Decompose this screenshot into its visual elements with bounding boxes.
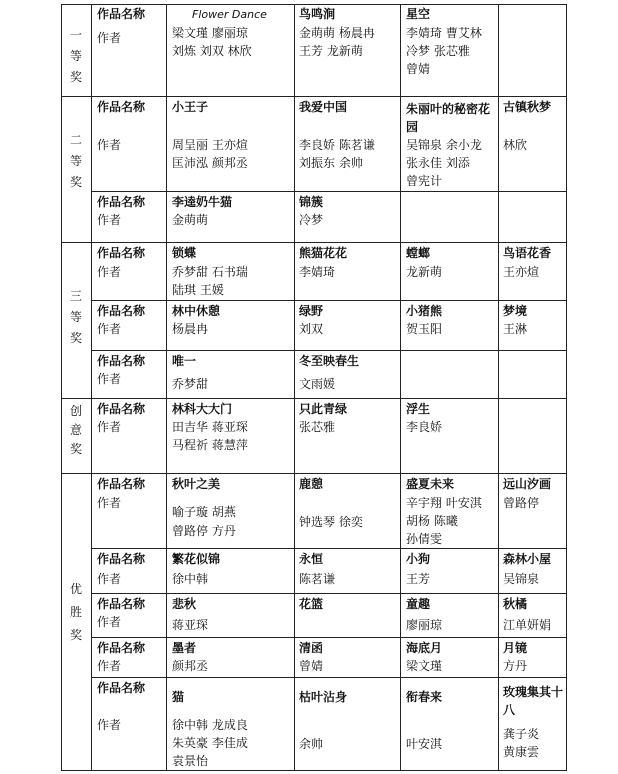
entry-author: 贺玉阳 [406, 322, 443, 336]
entry-title: 鹿憩 [299, 477, 324, 491]
grid-line [61, 4, 567, 5]
author-label: 作者 [97, 659, 122, 673]
entry-title: 月镜 [503, 641, 528, 655]
entry-author: 袁景怡 [172, 754, 209, 768]
grid-line [294, 4, 295, 771]
author-label: 作者 [97, 265, 122, 279]
author-label: 作者 [97, 213, 122, 227]
entry-title: 绿野 [299, 304, 324, 318]
author-label: 作者 [97, 496, 122, 510]
award-char: 等 [69, 49, 82, 63]
entry-author: 乔梦甜 石书瑞 [172, 265, 248, 279]
award-char: 三 [69, 289, 82, 303]
entry-author: 曾宪计 [406, 174, 443, 188]
title-label: 作品名称 [97, 402, 146, 416]
entry-author: 黄康雲 [503, 745, 540, 759]
grid-line [91, 300, 567, 301]
entry-author: 龚子炎 [503, 727, 540, 741]
entry-author: 孙倩雯 [406, 532, 443, 546]
entry-author: 张永佳 刘添 [406, 156, 470, 170]
entry-author: 金萌萌 杨晨冉 [299, 26, 375, 40]
entry-author: 龙新萌 [406, 265, 443, 279]
entry-author: 吴锦泉 余小龙 [406, 138, 482, 152]
entry-author: 王芳 龙新萌 [299, 44, 363, 58]
award-char: 创 [69, 404, 82, 418]
entry-author: 方丹 [503, 659, 528, 673]
grid-line [91, 677, 567, 678]
entry-title: 秋叶之美 [172, 477, 221, 491]
entry-title: 童趣 [406, 597, 431, 611]
entry-author: 李婧琦 曹艾林 [406, 26, 482, 40]
entry-author: 李婧琦 [299, 265, 336, 279]
entry-title: 鸟语花香 [503, 246, 552, 260]
title-label: 作品名称 [97, 477, 146, 491]
entry-author: 颜邦丞 [172, 659, 209, 673]
entry-author: 周呈丽 王亦煊 [172, 138, 248, 152]
entry-author: 余帅 [299, 737, 324, 751]
entry-author: 廖丽琼 [406, 618, 443, 632]
entry-title: 朱丽叶的秘密花园 [406, 102, 491, 134]
entry-author: 乔梦甜 [172, 377, 209, 391]
title-label: 作品名称 [97, 354, 146, 368]
entry-title: 熊猫花花 [299, 246, 348, 260]
author-label: 作者 [97, 31, 122, 45]
entry-author: 刘振东 余帅 [299, 156, 363, 170]
entry-title: 螳螂 [406, 246, 431, 260]
grid-line [91, 4, 92, 771]
entry-title: 盛夏未来 [406, 477, 455, 491]
entry-author: 冷梦 [299, 213, 324, 227]
author-label: 作者 [97, 615, 122, 629]
title-label: 作品名称 [97, 681, 146, 695]
entry-author: 林欣 [503, 138, 528, 152]
entry-author: 张芯雅 [299, 420, 336, 434]
entry-author: 梁文瑾 [406, 659, 443, 673]
entry-title: 冬至映春生 [299, 354, 360, 368]
title-label: 作品名称 [97, 7, 146, 21]
entry-title: 李逵奶牛猫 [172, 195, 233, 209]
entry-author: 冷梦 张芯雅 [406, 44, 470, 58]
entry-title: 浮生 [406, 402, 431, 416]
author-label: 作者 [97, 572, 122, 586]
entry-author: 陈茗谦 [299, 572, 336, 586]
author-label: 作者 [97, 372, 122, 386]
entry-author: 江单妍娟 [503, 618, 552, 632]
entry-author: 喻子璇 胡燕 [172, 505, 236, 519]
entry-title: 猫 [172, 690, 185, 704]
entry-title: 悲秋 [172, 597, 197, 611]
entry-author: 钟选琴 徐奕 [299, 515, 363, 529]
award-second [69, 133, 83, 189]
entry-author: 杨晨冉 [172, 322, 209, 336]
grid-line [91, 350, 567, 351]
grid-line [61, 4, 62, 771]
entry-author: 田吉华 蒋亚琛 [172, 420, 248, 434]
award-char: 优 [69, 582, 82, 596]
entry-author: 马程祈 蒋慧萍 [172, 438, 248, 452]
entry-author: 李良娇 [406, 420, 443, 434]
entry-title: 小猪熊 [406, 304, 443, 318]
entry-author: 李良娇 陈茗谦 [299, 138, 375, 152]
entry-author: 徐中韩 [172, 572, 209, 586]
title-label: 作品名称 [97, 100, 146, 114]
entry-author: 梁文瑾 廖丽琼 [172, 26, 248, 40]
entry-title: 枯叶沾身 [299, 690, 348, 704]
award-char: 奖 [69, 175, 82, 189]
award-char: 等 [69, 154, 82, 168]
award-char: 等 [69, 310, 82, 324]
entry-title: 古镇秋梦 [503, 100, 552, 114]
grid-line [61, 242, 567, 243]
entry-title: 墨者 [172, 641, 197, 655]
author-label: 作者 [97, 420, 122, 434]
entry-author: 王亦煊 [503, 265, 540, 279]
entry-title: 森林小屋 [503, 552, 552, 566]
entry-title: 鸟鸣涧 [299, 7, 336, 21]
title-label: 作品名称 [97, 552, 146, 566]
author-label: 作者 [97, 322, 122, 336]
award-first [69, 28, 83, 84]
entry-author: 吴锦泉 [503, 572, 540, 586]
entry-author: 刘双 [299, 322, 324, 336]
entry-title: 繁花似锦 [172, 552, 221, 566]
grid-line [166, 4, 167, 771]
award-char: 奖 [69, 628, 82, 642]
entry-title: 星空 [406, 7, 431, 21]
entry-author: 王芳 [406, 572, 431, 586]
entry-title: 海底月 [406, 641, 443, 655]
entry-author: 蒋亚琛 [172, 618, 209, 632]
award-char: 奖 [69, 442, 82, 456]
entry-title: Flower Dance [192, 8, 267, 21]
entry-title: 远山汐画 [503, 477, 552, 491]
grid-line [91, 548, 567, 549]
grid-line [91, 637, 567, 638]
entry-title: 梦境 [503, 304, 528, 318]
entry-title: 小狗 [406, 552, 431, 566]
grid-line [91, 593, 567, 594]
entry-author: 金萌萌 [172, 213, 209, 227]
entry-author: 陆琪 王媛 [172, 283, 224, 297]
entry-title: 只此青绿 [299, 402, 348, 416]
entry-title: 花篮 [299, 597, 324, 611]
award-char: 奖 [69, 331, 82, 345]
entry-title: 锁蝶 [172, 246, 197, 260]
grid-line [400, 4, 401, 771]
entry-title: 永恒 [299, 552, 324, 566]
award-char: 奖 [69, 70, 82, 84]
entry-author: 刘炼 刘双 林欣 [172, 44, 252, 58]
grid-line [91, 191, 567, 192]
grid-line [566, 4, 567, 771]
grid-line [498, 4, 499, 771]
title-label: 作品名称 [97, 246, 146, 260]
entry-author: 曾婧 [406, 62, 431, 76]
entry-author: 曾路停 方丹 [172, 524, 236, 538]
entry-title: 唯一 [172, 354, 197, 368]
entry-title: 锦簇 [299, 195, 324, 209]
grid-line [61, 96, 567, 97]
entry-title: 玫瑰集其十八 [503, 685, 564, 717]
entry-author: 曾婧 [299, 659, 324, 673]
entry-author: 叶安淇 [406, 737, 443, 751]
entry-author: 胡杨 陈曦 [406, 514, 458, 528]
grid-line [61, 770, 567, 771]
title-label: 作品名称 [97, 641, 146, 655]
entry-author: 徐中韩 龙成良 [172, 718, 248, 732]
title-label: 作品名称 [97, 304, 146, 318]
entry-title: 林科大大门 [172, 402, 233, 416]
entry-title: 衔春来 [406, 690, 443, 704]
entry-author: 文雨媛 [299, 377, 336, 391]
entry-author: 匡沛泓 颜邦丞 [172, 156, 248, 170]
grid-line [61, 398, 567, 399]
entry-title: 清函 [299, 641, 324, 655]
award-char: 意 [69, 423, 82, 437]
author-label: 作者 [97, 718, 122, 732]
award-char: 二 [69, 133, 82, 147]
award-creative [69, 404, 83, 456]
entry-author: 辛宇翔 叶安淇 [406, 496, 482, 510]
title-label: 作品名称 [97, 597, 146, 611]
author-label: 作者 [97, 138, 122, 152]
award-char: 胜 [69, 605, 82, 619]
entry-title: 我爱中国 [299, 100, 348, 114]
grid-line [61, 473, 567, 474]
entry-author: 王淋 [503, 322, 528, 336]
entry-title: 小王子 [172, 100, 209, 114]
entry-author: 曾路停 [503, 496, 540, 510]
entry-title: 林中休憩 [172, 304, 221, 318]
title-label: 作品名称 [97, 195, 146, 209]
entry-title: 秋橘 [503, 597, 528, 611]
award-char: 一 [69, 28, 82, 42]
award-excellence [69, 582, 83, 642]
entry-author: 朱英豪 李佳成 [172, 736, 248, 750]
award-third [69, 289, 83, 345]
